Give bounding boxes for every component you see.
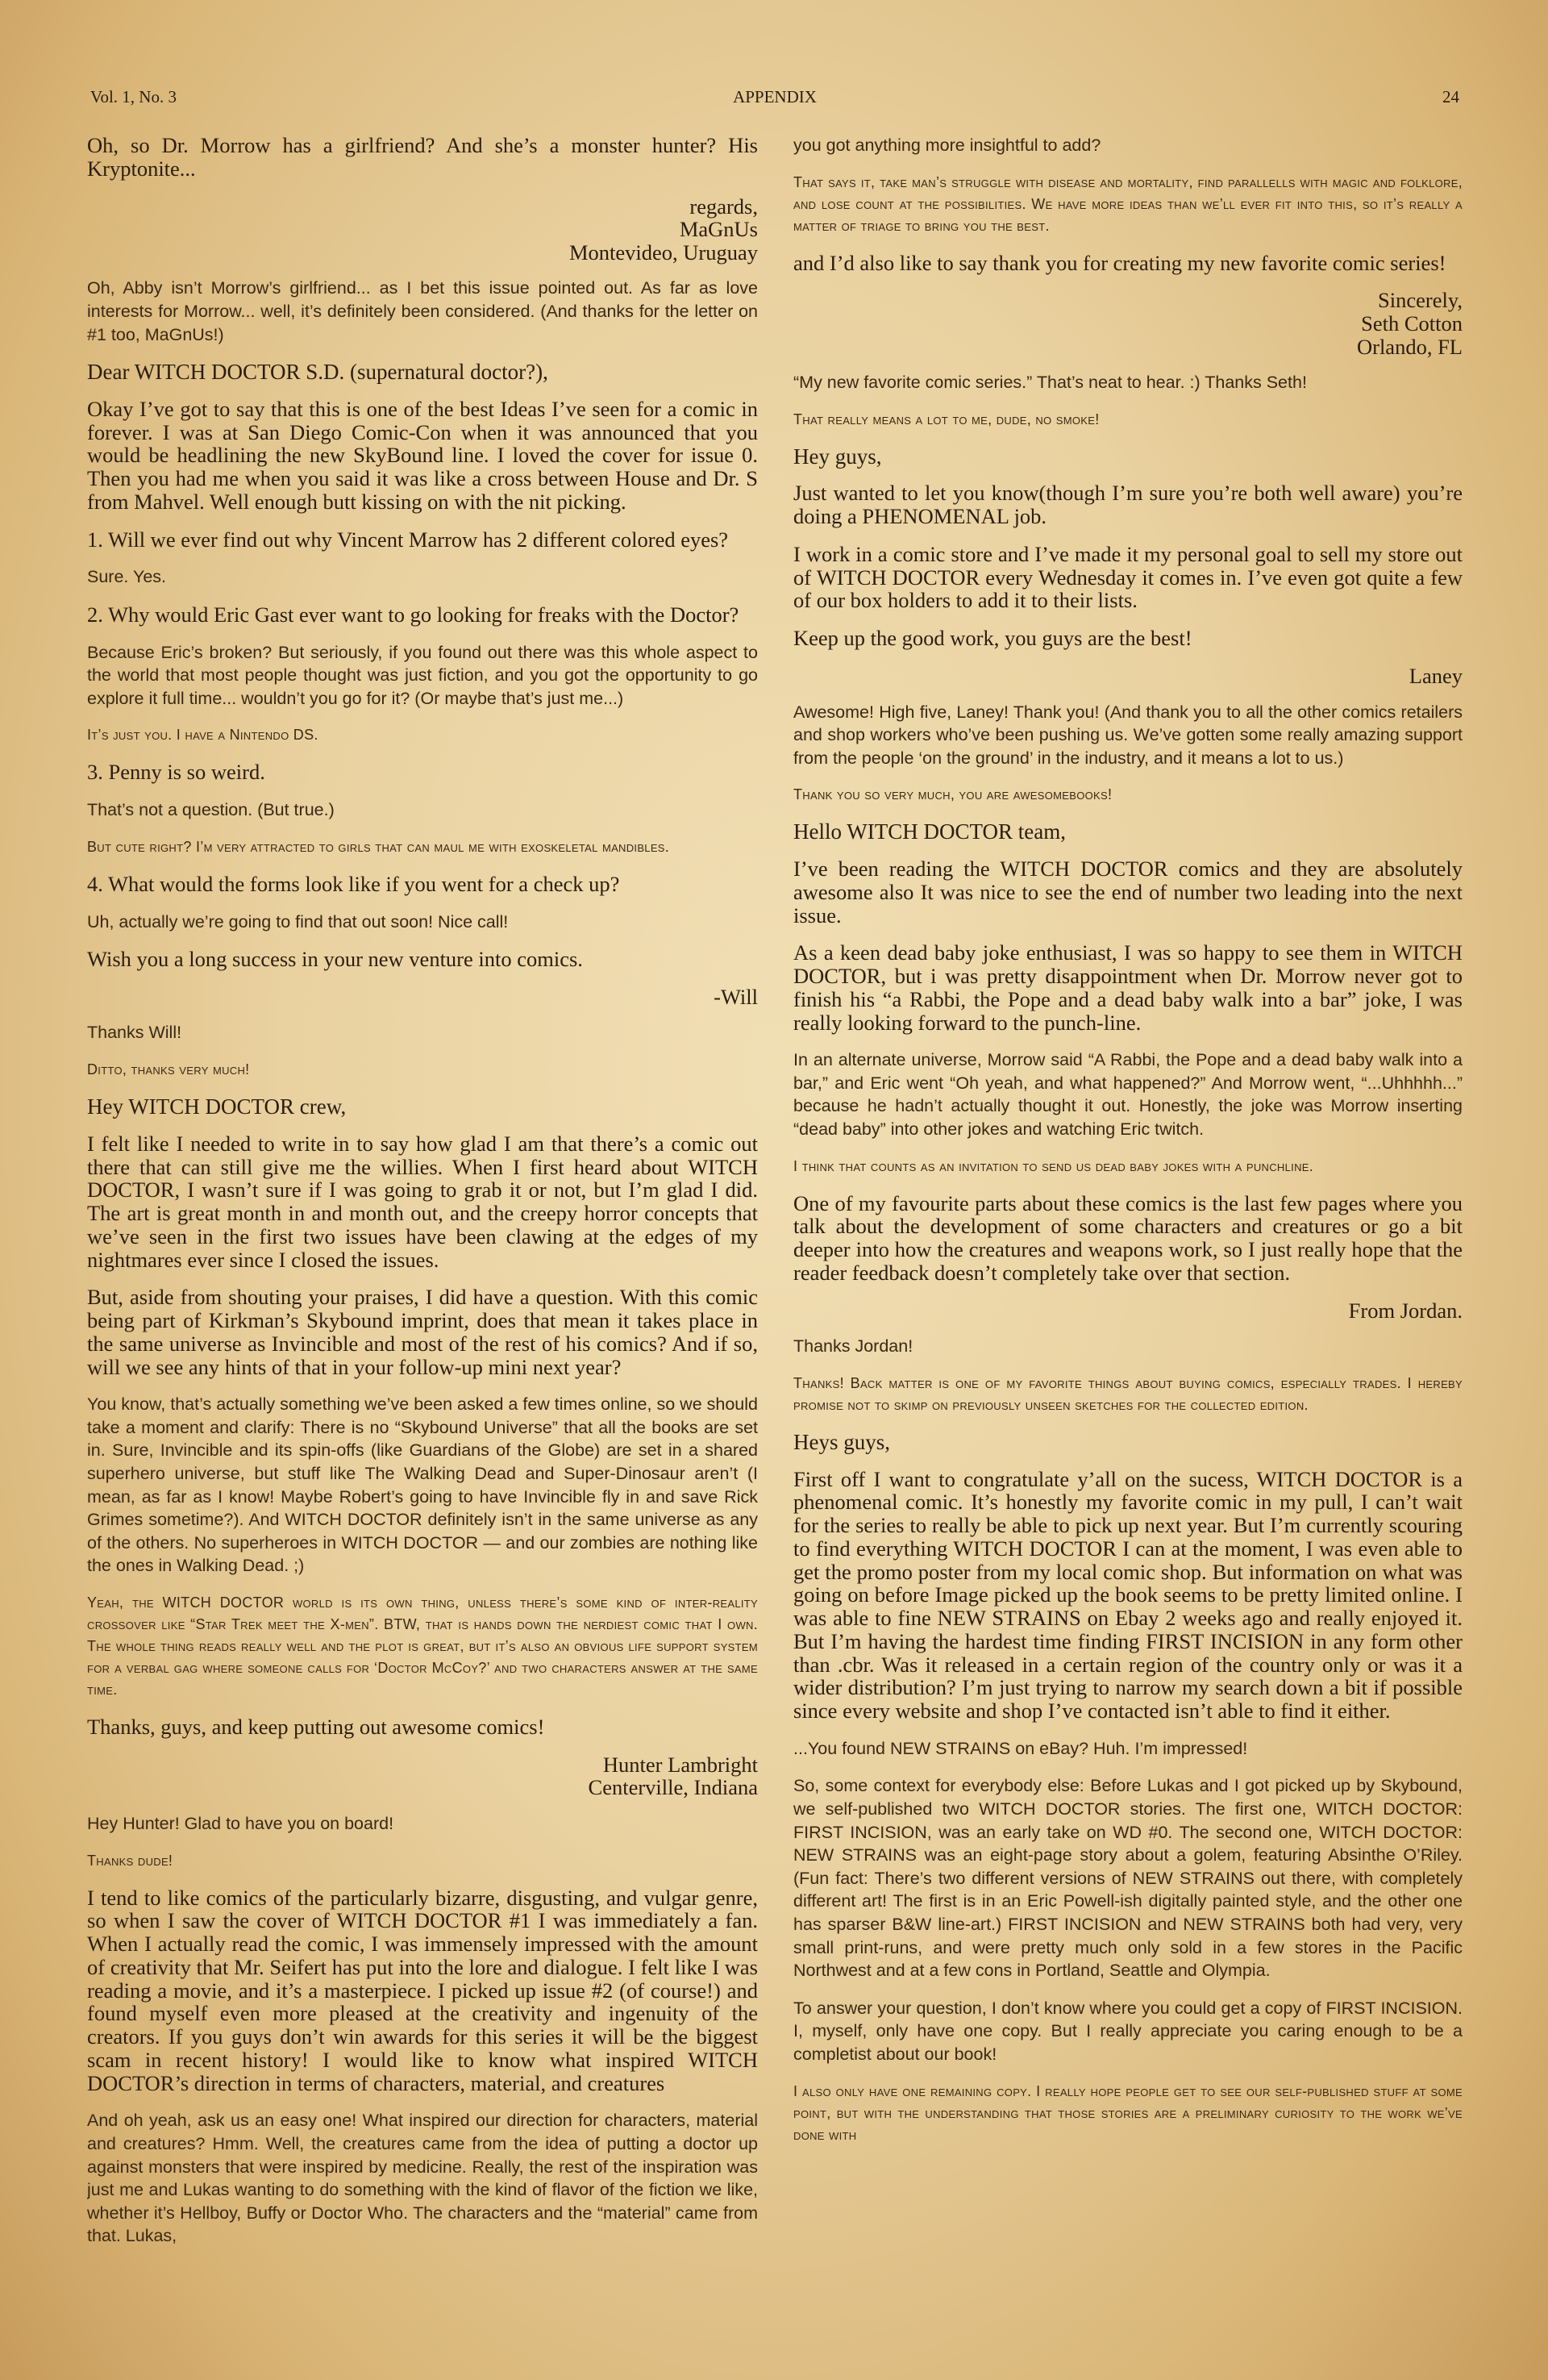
letter-paragraph: Wish you a long success in your new venture into comics. xyxy=(87,947,583,972)
right-column xyxy=(793,134,1463,2360)
running-header xyxy=(90,87,1459,113)
letter-signature xyxy=(793,665,1463,688)
letter-salutation: Hey WITCH DOCTOR crew, xyxy=(87,1094,347,1119)
editor-reply: you got anything more insightful to add? xyxy=(793,135,1101,155)
letter-paragraph: and I’d also like to say thank you for creating my new favorite comic series! xyxy=(793,250,1446,275)
letter-paragraph: Okay I’ve got to say that this is one of the best Ideas I’ve seen for a comic in forever. I was at San Diego Comic-Con when it was announced that you would be headlining the new SkyBound line. I loved the cover for issue 0. Then you had me when you said it was like a cross between House and Dr. S from Mahvel. Well enough butt kissing on with the nit picking. xyxy=(87,396,758,514)
editor-reply: Uh, actually we’re going to find that out soon! Nice call! xyxy=(87,911,509,932)
signature-line: Seth Cotton xyxy=(1361,311,1463,336)
letter-question: 2. Why would Eric Gast ever want to go looking for freaks with the Doctor? xyxy=(87,602,739,627)
editor-reply: So, some context for everybody else: Before Lukas and I got picked up by Skybound, we self-published two WITCH DOCTOR stories. The first one, WITCH DOCTOR: FIRST INCISION, was an early take on WD #0. The second one, WITCH DOCTOR: NEW STRAINS was an eight-page story about a golem, featuring Absinthe O’Riley. (Fun fact: There’s two different versions of NEW STRAINS out there, with completely different art! The first is in an Eric Powell-ish digitally painted style, and the other one has sparser B&W line-art.) FIRST INCISION and NEW STRAINS both had very, very small print-runs, and were pretty much only sold in a few stores in the Pacific Northwest and at a few cons in Portland, Seattle and Olympia. xyxy=(793,1776,1463,1981)
letter-paragraph: I tend to like comics of the particularly bizarre, disgusting, and vulgar genre, so when I saw the cover of WITCH DOCTOR #1 I was immediately a fan. When I actually read the comic, I was immensely impressed with the amount of creativity that Mr. Seifert has put into the lore and dialogue. I felt like I was reading a movie, and it’s a masterpiece. I picked up issue #2 (of course!) and found myself even more pleased at the creativity and ingenuity of the creators. If you guys don’t win awards for this series it will be the biggest scam in recent history! I would like to know what inspired WITCH DOCTOR’s direction in terms of characters, material, and creatures xyxy=(87,1885,758,2095)
letter-paragraph: Thanks, guys, and keep putting out awesome comics! xyxy=(87,1715,545,1739)
letter-signature xyxy=(87,195,758,265)
signature-line: Sincerely, xyxy=(1378,288,1463,313)
editor-reply: Thanks Jordan! xyxy=(793,1336,913,1357)
editor-reply: Hey Hunter! Glad to have you on board! xyxy=(87,1813,394,1833)
artist-reply: It’s just you. I have a Nintendo DS. xyxy=(87,727,318,744)
editor-reply: “My new favorite comic series.” That’s neat to hear. :) Thanks Seth! xyxy=(793,373,1307,393)
letter-salutation: Heys guys, xyxy=(793,1429,890,1454)
signature-line: From Jordan. xyxy=(1348,1298,1463,1323)
letter-paragraph: Just wanted to let you know(though I’m sure you’re both well aware) you’re doing a PHENOMENAL job. xyxy=(793,481,1463,529)
signature-line: Orlando, FL xyxy=(1356,334,1463,359)
letter-question: 3. Penny is so weird. xyxy=(87,760,265,785)
letter-paragraph: Keep up the good work, you guys are the best! xyxy=(793,626,1192,651)
left-column xyxy=(87,134,758,2360)
artist-reply: But cute right? I’m very attracted to girls that can maul me with exoskeletal mandibles. xyxy=(87,838,670,855)
section-title: APPENDIX xyxy=(733,87,817,106)
editor-reply: Awesome! High five, Laney! Thank you! (And thank you to all the other comics retailers and shop workers who’ve been pushing us. We’ve gotten some really amazing support from the people ‘on the ground’ in the industry, and it means a lot to us.) xyxy=(793,702,1463,768)
letter-signature xyxy=(87,986,758,1009)
letter-paragraph: I felt like I needed to write in to say how glad I am that there’s a comic out there that can still give me the willies. When I first heard about WITCH DOCTOR, I wasn’t sure if I was going to grab it or not, but I’m glad I did. The art is great month in and month out, and the creepy horror concepts that we’ve seen in the first two issues have been clawing at the edges of my nightmares ever since I closed the issues. xyxy=(87,1131,758,1272)
editor-reply: Oh, Abby isn’t Morrow’s girlfriend... as I bet this issue pointed out. As far as love interests for Morrow... well, it’s definitely been considered. (And thanks for the letter on #1 too, MaGnUs!) xyxy=(87,278,758,344)
editor-reply: That’s not a question. (But true.) xyxy=(87,800,335,820)
signature-line: Hunter Lambright xyxy=(602,1752,758,1777)
editor-reply: ...You found NEW STRAINS on eBay? Huh. I’m impressed! xyxy=(793,1738,1248,1758)
artist-reply: Yeah, the WITCH DOCTOR world is its own thing, unless there’s some kind of inter-reality crossover like “Star Trek meet the X-men”. BTW, that is hands down the nerdiest comic that I own. The whole thing reads really well and the plot is great, but it’s also an obvious life support system for a verbal gag where someone calls for ‘Doctor McCoy?’ and two characters answer at the same time. xyxy=(87,1594,758,1698)
letter-paragraph: But, aside from shouting your praises, I did have a question. With this comic being part of Kirkman’s Skybound imprint, does that mean it takes place in the same universe as Invincible and most of the rest of his comics? And if so, will we see any hints of that in your follow-up mini next year? xyxy=(87,1285,758,1379)
editor-reply: You know, that’s actually something we’ve been asked a few times online, so we should take a moment and clarify: There is no “Skybound Universe” that all the books are set in. Sure, Invincible and its spin-offs (like Guardians of the Globe) are set in a shared superhero universe, but stuff like The Walking Dead and Super-Dinosaur aren’t (I mean, as far as I know! Maybe Robert’s going to have Invincible fly in and save Rick Grimes sometime?). And WITCH DOCTOR definitely isn’t in the same universe as any of the others. No superheroes in WITCH DOCTOR — and our zombies are nothing like the ones in Walking Dead. ;) xyxy=(87,1394,758,1576)
editor-reply: In an alternate universe, Morrow said “A Rabbi, the Pope and a dead baby walk into a bar,” and Eric went “Oh yeah, and what happened?” And Morrow went, “...Uhhhhh...” because he hadn’t actually thought it out. Honestly, the joke was Morrow inserting “dead baby” into other jokes and watching Eric twitch. xyxy=(793,1050,1463,1140)
letter-signature xyxy=(87,1753,758,1799)
artist-reply: I also only have one remaining copy. I really hope people get to see our self-published stuff at some point, but with the understanding that those stories are a preliminary curiosity to the work we’ve done with xyxy=(793,2082,1463,2143)
signature-line: Montevideo, Uruguay xyxy=(568,240,758,265)
page-number: 24 xyxy=(1442,87,1459,106)
letter-paragraph: I’ve been reading the WITCH DOCTOR comics and they are absolutely awesome also It was nice to see the end of number two leading into the next issue. xyxy=(793,857,1463,927)
artist-reply: Thank you so very much, you are awesomebooks! xyxy=(793,786,1113,803)
artist-reply: Thanks! Back matter is one of my favorite things about buying comics, especially trades. I hereby promise not to skimp on previously unseen sketches for the collected edition. xyxy=(793,1374,1463,1413)
editor-reply: To answer your question, I don’t know where you could get a copy of FIRST INCISION. I, myself, only have one copy. But I really appreciate you caring enough to be a completist about our book! xyxy=(793,1998,1463,2064)
signature-line: -Will xyxy=(714,984,758,1009)
signature-line: MaGnUs xyxy=(679,217,758,242)
letter-paragraph: I work in a comic store and I’ve made it my personal goal to sell my store out of WITCH DOCTOR every Wednesday it comes in. I’ve even got quite a few of our box holders to add it to their lists. xyxy=(793,541,1463,613)
letter-salutation: Hello WITCH DOCTOR team, xyxy=(793,819,1066,844)
signature-line: regards, xyxy=(689,194,758,219)
artist-reply: Thanks dude! xyxy=(87,1852,173,1869)
editor-reply: Sure. Yes. xyxy=(87,567,167,587)
letter-paragraph: First off I want to congratulate y’all on the sucess, WITCH DOCTOR is a phenomenal comic. It’s honestly my favorite comic in my pull, I can’t wait for the series to really be able to pick up next year. But I’m currently scouring to find everything WITCH DOCTOR I can at the moment, I was even able to get the promo poster from my local comic shop. But information on what was going on before Image picked up the book seems to be pretty limited online. I was able to fine NEW STRAINS on Ebay 2 weeks ago and really enjoyed it. But I’m having the hardest time finding FIRST INCISION in any form other than .cbr. Was it released in a certain region of the country only or was it a wider distribution? I’m just trying to narrow my search down a bit if possible since every website and shop I’ve contacted isn’t able to find it either. xyxy=(793,1466,1463,1724)
letter-signature xyxy=(793,1299,1463,1323)
editor-reply: Thanks Will! xyxy=(87,1023,182,1043)
letter-salutation: Hey guys, xyxy=(793,444,882,469)
signature-line: Laney xyxy=(1409,663,1463,688)
artist-reply: That says it, take man’s struggle with disease and mortality, find parallells with magic and folklore, and lose count at the possibilities. We have more ideas than we’ll ever fit into this, so it’s really a matter of triage to bring you the best. xyxy=(793,173,1463,234)
editor-reply: Because Eric’s broken? But seriously, if you found out there was this whole aspect to the world that most people thought was just fiction, and you got the opportunity to go explore it full time... wouldn’t you go for it? (Or maybe that’s just me...) xyxy=(87,642,758,708)
letter-paragraph: Oh, so Dr. Morrow has a girlfriend? And she’s a monster hunter? His Kryptonite... xyxy=(87,134,758,181)
letter-signature xyxy=(793,289,1463,358)
signature-line: Centerville, Indiana xyxy=(588,1775,758,1800)
editor-reply: And oh yeah, ask us an easy one! What inspired our direction for characters, material and creatures? Hmm. Well, the creatures came from the idea of putting a doctor up against monsters that were inspired by medicine. Really, the rest of the inspiration was just me and Lukas wanting to do something with the kind of flavor of the fiction we like, whether it’s Hellboy, Buffy or Doctor Who. The characters and the “material” came from that. Lukas, xyxy=(87,2111,758,2246)
letter-salutation: Dear WITCH DOCTOR S.D. (supernatural doctor?), xyxy=(87,360,548,385)
volume-label: Vol. 1, No. 3 xyxy=(90,87,177,106)
letter-paragraph: As a keen dead baby joke enthusiast, I was so happy to see them in WITCH DOCTOR, but i was pretty disappointment when Dr. Morrow never got to finish his “a Rabbi, the Pope and a dead baby walk into a bar” joke, I was really looking forward to the punch-line. xyxy=(793,940,1463,1035)
letter-question: 1. Will we ever find out why Vincent Marrow has 2 different colored eyes? xyxy=(87,527,729,552)
artist-reply: Ditto, thanks very much! xyxy=(87,1061,250,1078)
artist-reply: That really means a lot to me, dude, no smoke! xyxy=(793,411,1100,427)
artist-reply: I think that counts as an invitation to send us dead baby jokes with a punchline. xyxy=(793,1157,1314,1174)
letter-question: 4. What would the forms look like if you went for a check up? xyxy=(87,871,620,896)
letter-paragraph: One of my favourite parts about these comics is the last few pages where you talk about the development of some characters and creatures or go a bit deeper into how the creatures and weapons work, so I just really hope that the reader feedback doesn’t completely take over that section. xyxy=(793,1190,1463,1285)
